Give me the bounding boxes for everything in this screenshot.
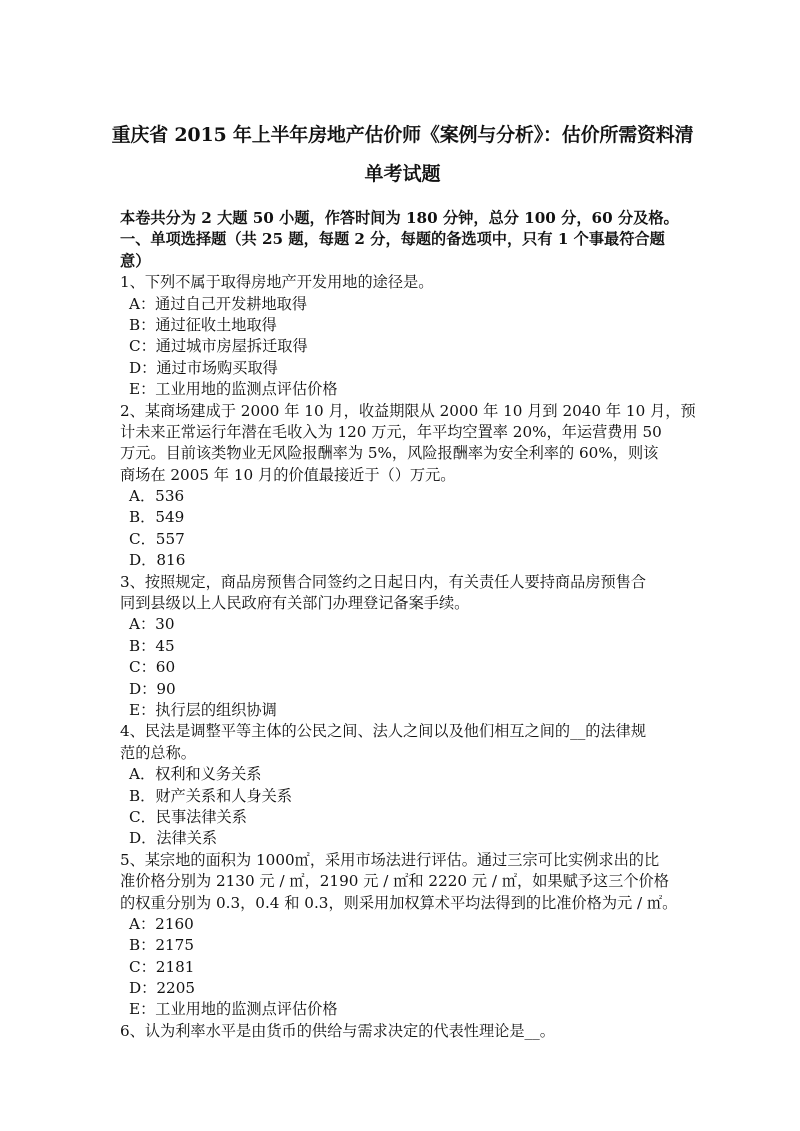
question-stem: 准价格分别为 2130 元 / ㎡，2190 元 / ㎡和 2220 元 / ㎡，如果赋予这三个价格 (120, 872, 669, 891)
option-b: B．549 (129, 508, 185, 527)
option-e: E：工业用地的监测点评估价格 (129, 1000, 338, 1019)
option-a: A：2160 (129, 914, 194, 933)
option-a: A．权利和义务关系 (129, 765, 262, 784)
question-3 (120, 572, 695, 722)
question-5 (120, 850, 695, 1021)
option-c: C：2181 (129, 957, 195, 976)
question-stem: 计未来正常运行年潜在毛收入为 120 万元，年平均空置率 20%，年运营费用 50 (120, 422, 662, 441)
question-stem: 万元。目前该类物业无风险报酬率为 5%，风险报酬率为安全利率的 60%，则该 (120, 444, 659, 463)
question-1 (120, 272, 695, 400)
question-2 (120, 401, 695, 572)
document-body (120, 208, 695, 1042)
option-d: D．法律关系 (129, 829, 218, 848)
option-c: C：60 (129, 658, 176, 677)
option-a: A：通过自己开发耕地取得 (129, 294, 308, 313)
option-e: E：工业用地的监测点评估价格 (129, 380, 338, 399)
section-heading-cont: 意） (120, 251, 151, 270)
question-stem: 范的总称。 (120, 743, 196, 762)
section-heading: 一、单项选择题（共 25 题，每题 2 分，每题的备选项中，只有 1 个事最符合题 (120, 230, 665, 249)
question-stem: 6、认为利率水平是由货币的供给与需求决定的代表性理论是__。 (120, 1021, 555, 1040)
option-d: D：2205 (129, 979, 196, 998)
option-b: B．财产关系和人身关系 (129, 786, 293, 805)
option-b: B：45 (129, 636, 175, 655)
question-stem: 同到县级以上人民政府有关部门办理登记备案手续。 (120, 594, 470, 613)
question-stem: 4、民法是调整平等主体的公民之间、法人之间以及他们相互之间的__的法律规 (120, 722, 647, 741)
document-title-line2: 单考试题 (364, 163, 441, 185)
option-e: E：执行层的组织协调 (129, 700, 277, 719)
question-stem: 5、某宗地的面积为 1000㎡，采用市场法进行评估。通过三宗可比实例求出的比 (120, 850, 660, 869)
option-c: C．民事法律关系 (129, 807, 247, 826)
option-d: D．816 (129, 551, 186, 570)
exam-intro: 本卷共分为 2 大题 50 小题，作答时间为 180 分钟，总分 100 分，60 分及格。 (120, 209, 679, 227)
option-a: A．536 (129, 487, 185, 506)
question-stem: 1、下列不属于取得房地产开发用地的途径是。 (120, 273, 434, 292)
option-b: B：2175 (129, 936, 194, 955)
question-stem: 的权重分别为 0.3，0.4 和 0.3，则采用加权算术平均法得到的比准价格为元 / ㎡。 (120, 893, 678, 912)
option-d: D：90 (129, 679, 176, 698)
document-title-line1: 重庆省 2015 年上半年房地产估价师《案例与分析》：估价所需资料清 (111, 124, 694, 146)
option-d: D：通过市场购买取得 (129, 358, 278, 377)
option-a: A：30 (129, 615, 175, 634)
question-6 (120, 1021, 695, 1042)
question-stem: 2、某商场建成于 2000 年 10 月，收益期限从 2000 年 10 月到 2040 年 10 月，预 (120, 401, 696, 420)
question-stem: 3、按照规定，商品房预售合同签约之日起日内，有关责任人要持商品房预售合 (120, 572, 647, 591)
question-stem: 商场在 2005 年 10 月的价值最接近于（）万元。 (120, 465, 456, 484)
question-4 (120, 721, 695, 849)
option-b: B：通过征收土地取得 (129, 315, 277, 334)
option-c: C．557 (129, 529, 185, 548)
option-c: C：通过城市房屋拆迁取得 (129, 337, 308, 356)
